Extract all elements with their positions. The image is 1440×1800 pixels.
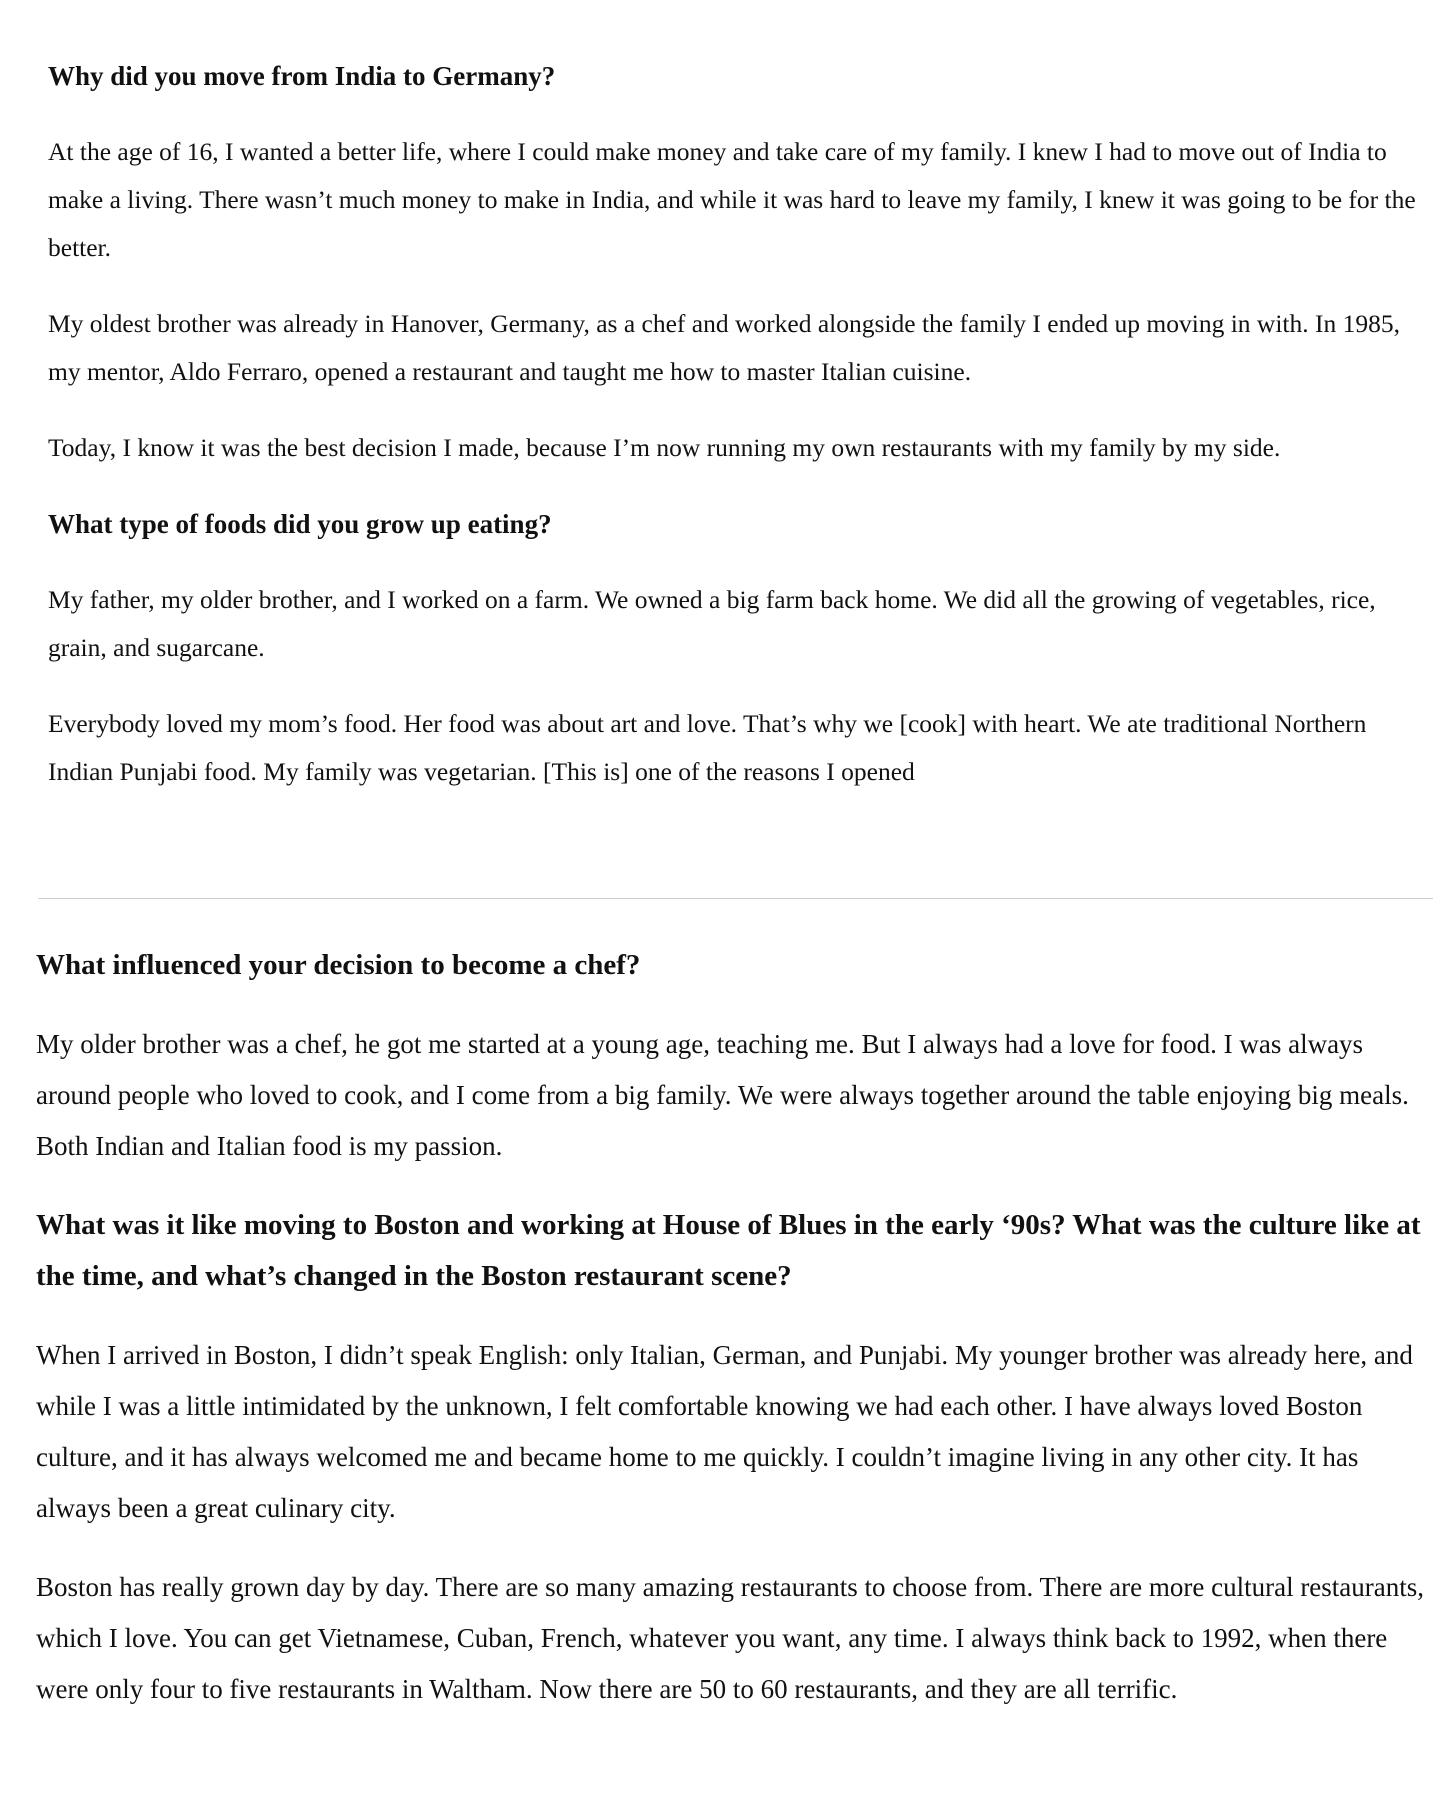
answer-paragraph: Today, I know it was the best decision I made, because I’m now running my own restaurants with my family by my side. xyxy=(48,433,1281,462)
answer-paragraph: My oldest brother was already in Hanover, Germany, as a chef and worked alongside the family I ended up moving in with. In 1985, my mentor, Aldo Ferraro, opened a restaurant and taught me how to master Italian cuisine. xyxy=(48,309,1400,386)
truncated-paragraph-container xyxy=(48,700,1418,796)
answer-paragraph: My older brother was a chef, he got me started at a young age, teaching me. But I always had a love for food. I was always around people who loved to cook, and I come from a big family. We were always together around the table enjoying big meals. Both Indian and Italian food is my passion. xyxy=(36,1029,1409,1161)
question-heading: What was it like moving to Boston and working at House of Blues in the early ‘90s? What was the culture like at the time, and what’s changed in the Boston restaurant scene? xyxy=(36,1209,1421,1292)
answer-paragraph: At the age of 16, I wanted a better life, where I could make money and take care of my family. I knew I had to move out of India to make a living. There wasn’t much money to make in India, and while it was hard to leave my family, I knew it was going to be for the better. xyxy=(48,137,1416,262)
question-heading: Why did you move from India to Germany? xyxy=(48,61,556,91)
article-excerpt-bottom xyxy=(0,900,1440,1800)
question-heading: What type of foods did you grow up eating? xyxy=(48,509,552,539)
screenshot-divider xyxy=(38,898,1433,899)
answer-paragraph: My father, my older brother, and I worked on a farm. We owned a big farm back home. We did all the growing of vegetables, rice, grain, and sugarcane. xyxy=(48,585,1376,662)
answer-paragraph: Boston has really grown day by day. There are so many amazing restaurants to choose from. There are more cultural restaurants, which I love. You can get Vietnamese, Cuban, French, whatever you want, any time. I always think back to 1992, when there were only four to five restaurants in Waltham. Now there are 50 to 60 restaurants, and they are all terrific. xyxy=(36,1572,1425,1704)
answer-paragraph-truncated: Everybody loved my mom’s food. Her food was about art and love. That’s why we [cook] with heart. We ate traditional Northern Indian Punjabi food. My family was vegetarian. [This is] one of the reasons I opened xyxy=(48,709,1367,786)
answer-paragraph: When I arrived in Boston, I didn’t speak English: only Italian, German, and Punjabi. My younger brother was already here, and while I was a little intimidated by the unknown, I felt comfortable knowing we had each other. I have always loved Boston culture, and it has always welcomed me and became home to me quickly. I couldn’t imagine living in any other city. It has always been a great culinary city. xyxy=(36,1340,1413,1523)
question-heading: What influenced your decision to become a chef? xyxy=(36,949,641,981)
